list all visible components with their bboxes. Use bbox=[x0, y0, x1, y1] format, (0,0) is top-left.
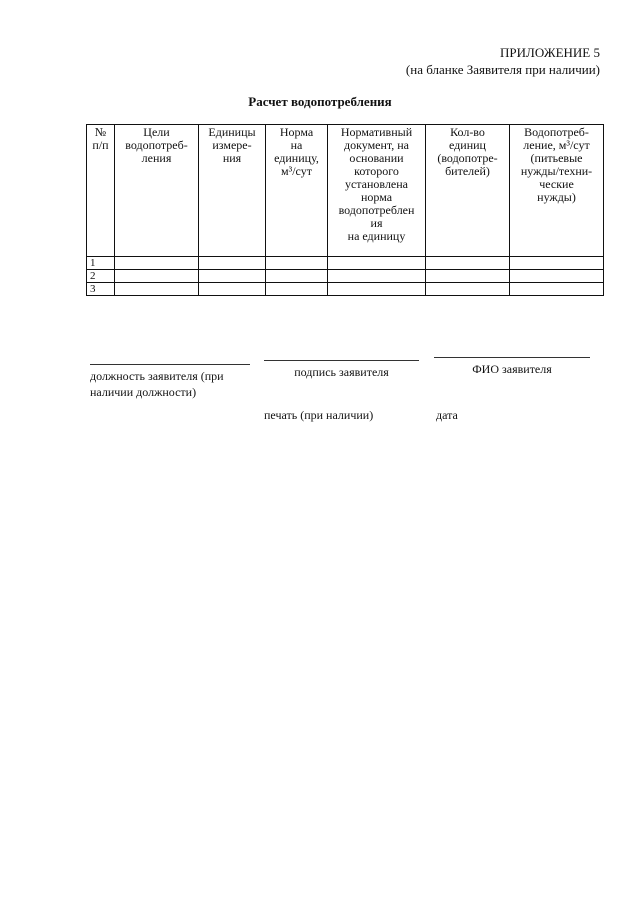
appendix-number: ПРИЛОЖЕНИЕ 5 bbox=[500, 45, 600, 60]
table-cell bbox=[266, 283, 328, 296]
table-cell bbox=[115, 270, 199, 283]
column-header-line: м³/сут bbox=[281, 164, 312, 178]
row-number-cell: 2 bbox=[87, 270, 115, 283]
column-header-line: ческие bbox=[539, 177, 574, 191]
table-body bbox=[87, 257, 604, 296]
document-title: Расчет водопотребления bbox=[248, 94, 392, 109]
column-header-line: Нормативный bbox=[340, 125, 413, 139]
table-cell bbox=[266, 270, 328, 283]
column-header-1 bbox=[87, 125, 115, 257]
column-header-line: Единицы bbox=[208, 125, 256, 139]
table-row bbox=[87, 283, 604, 296]
column-header-5 bbox=[328, 125, 426, 257]
table-cell bbox=[426, 257, 510, 270]
column-header-line: измере- bbox=[212, 138, 252, 152]
column-header-line: п/п bbox=[92, 138, 109, 152]
table-cell bbox=[510, 257, 604, 270]
column-header-line: которого bbox=[354, 164, 399, 178]
signature-line bbox=[264, 360, 419, 361]
table-cell bbox=[199, 283, 266, 296]
column-header-6 bbox=[426, 125, 510, 257]
date-label: дата bbox=[436, 408, 458, 422]
column-header-line: ление, м³/сут bbox=[523, 138, 590, 152]
row-number-cell: 1 bbox=[87, 257, 115, 270]
column-header-line: Водопотреб- bbox=[524, 125, 589, 139]
column-header-line: водопотреб- bbox=[125, 138, 188, 152]
name-line bbox=[434, 357, 590, 358]
column-header-line: единиц bbox=[449, 138, 486, 152]
column-header-line: единицу, bbox=[274, 151, 319, 165]
column-header-line: бителей) bbox=[445, 164, 490, 178]
appendix-note: (на бланке Заявителя при наличии) bbox=[405, 62, 600, 77]
stamp-label: печать (при наличии) bbox=[264, 408, 374, 422]
column-header-line: водопотреблен bbox=[338, 203, 415, 217]
table-cell bbox=[328, 257, 426, 270]
column-header-line: (водопотре- bbox=[437, 151, 498, 165]
row-number-cell: 3 bbox=[87, 283, 115, 296]
table-cell bbox=[328, 270, 426, 283]
table-cell bbox=[328, 283, 426, 296]
table-cell bbox=[426, 270, 510, 283]
table-cell bbox=[199, 270, 266, 283]
column-header-line: норма bbox=[360, 190, 393, 204]
column-header-7 bbox=[510, 125, 604, 257]
table-cell bbox=[510, 270, 604, 283]
column-header-2 bbox=[115, 125, 199, 257]
column-header-3 bbox=[199, 125, 266, 257]
column-header-line: ния bbox=[222, 151, 242, 165]
table-cell bbox=[266, 257, 328, 270]
table-cell bbox=[115, 283, 199, 296]
column-header-line: нужды) bbox=[537, 190, 576, 204]
table-cell bbox=[199, 257, 266, 270]
column-header-line: установлена bbox=[344, 177, 409, 191]
column-header-line: № bbox=[94, 125, 107, 139]
signature-label: подпись заявителя bbox=[294, 365, 389, 379]
table-cell bbox=[115, 257, 199, 270]
column-header-line: (питьевые bbox=[530, 151, 583, 165]
column-header-line: ления bbox=[141, 151, 172, 165]
column-header-line: документ, на bbox=[343, 138, 410, 152]
column-header-line: Норма bbox=[279, 125, 314, 139]
column-header-4 bbox=[266, 125, 328, 257]
name-label: ФИО заявителя bbox=[472, 362, 552, 376]
table-header-row bbox=[87, 125, 604, 257]
column-header-line: ия bbox=[370, 216, 383, 230]
table-cell bbox=[510, 283, 604, 296]
position-line bbox=[90, 364, 250, 365]
column-header-line: Цели bbox=[143, 125, 170, 139]
column-header-line: нужды/техни- bbox=[520, 164, 593, 178]
table-row bbox=[87, 270, 604, 283]
water-consumption-table bbox=[86, 124, 604, 296]
table-cell bbox=[426, 283, 510, 296]
column-header-line: Кол-во bbox=[450, 125, 485, 139]
table-row bbox=[87, 257, 604, 270]
appendix-header bbox=[406, 44, 600, 78]
position-label: должность заявителя (при наличии должности) bbox=[90, 369, 224, 399]
column-header-line: на единицу bbox=[347, 229, 406, 243]
column-header-line: основании bbox=[349, 151, 404, 165]
column-header-line: на bbox=[290, 138, 303, 152]
